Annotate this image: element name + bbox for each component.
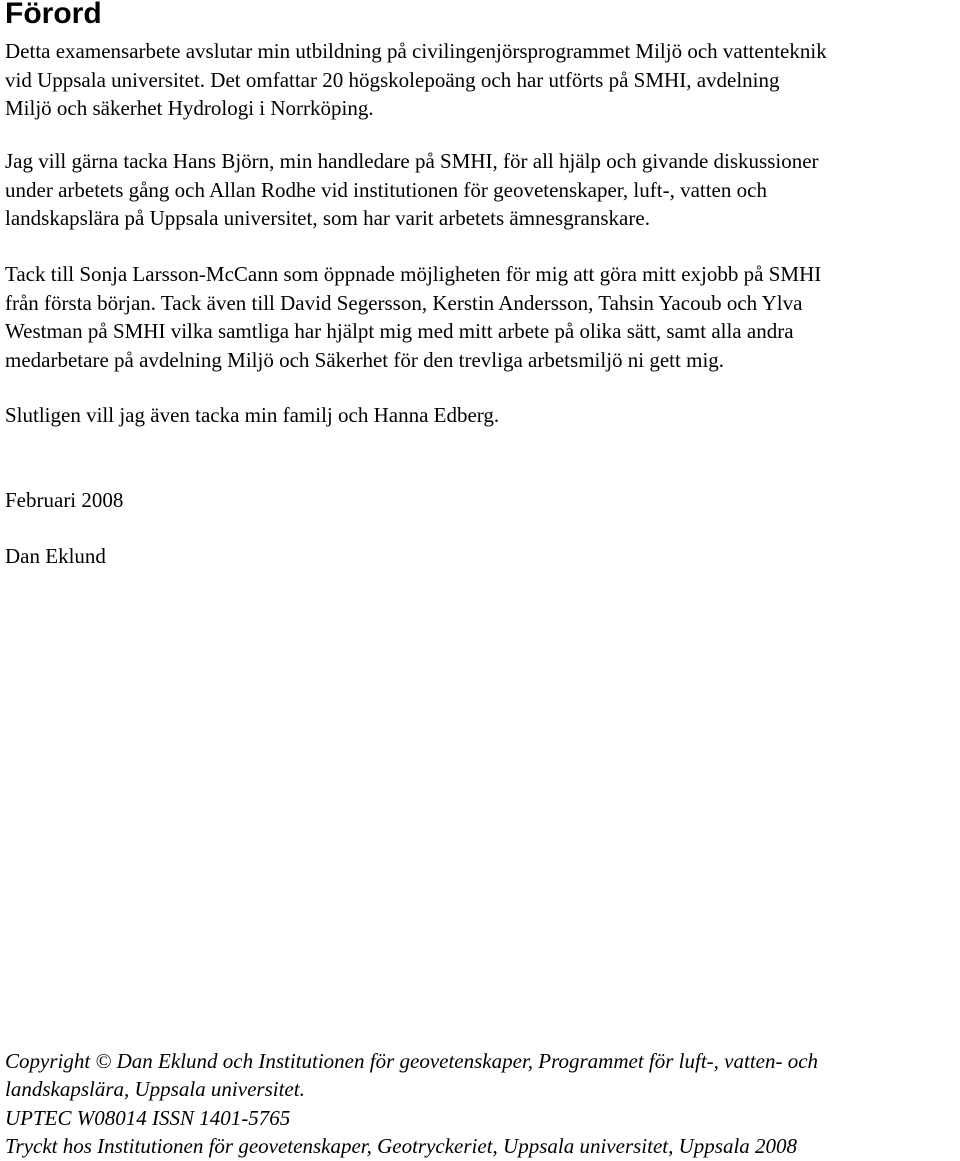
paragraph-thanks-supervisors: Jag vill gärna tacka Hans Björn, min handledare på SMHI, för all hjälp och givande diskussioner under arbetets gång och Allan Rodhe vid institutionen för geovetenskaper, luft-, vatten och landskapslära på Uppsala universitet, som har varit arbetets ämnesgranskare. <box>5 149 819 231</box>
copyright-line-1: Copyright © Dan Eklund och Institutionen för geovetenskaper, Programmet för luft-, vatten- och <box>5 1049 819 1073</box>
paragraph-intro: Detta examensarbete avslutar min utbildning på civilingenjörsprogrammet Miljö och vattenteknik vid Uppsala universitet. Det omfattar 20 högskolepoäng och har utförts på SMHI, avdelning Miljö och säkerhet Hydrologi i Norrköping. <box>5 39 827 121</box>
copyright-line-2: landskapslära, Uppsala universitet. <box>5 1077 305 1102</box>
paragraph-thanks-family: Slutligen vill jag även tacka min familj och Hanna Edberg. <box>5 403 500 427</box>
page-title: Förord <box>5 0 102 30</box>
document-page <box>5 0 957 1161</box>
document-date: Februari 2008 <box>5 488 124 512</box>
paragraph-thanks-colleagues: Tack till Sonja Larsson-McCann som öppnade möjligheten för mig att göra mitt exjobb på SMHI från första början. Tack även till David Segersson, Kerstin Andersson, Tahsin Yacoub och Ylva Westman på SMHI vilka samtliga har hjälpt mig med mitt arbete på olika sätt, samt alla andra medarbetare på avdelning Miljö och Säkerhet för den trevliga arbetsmiljö ni gett mig. <box>5 262 822 373</box>
printer-info: Tryckt hos Institutionen för geovetenskaper, Geotryckeriet, Uppsala universitet, Uppsala 2008 <box>5 1133 798 1158</box>
series-issn: UPTEC W08014 ISSN 1401-5765 <box>5 1105 291 1130</box>
author-name: Dan Eklund <box>5 544 106 568</box>
colophon <box>5 1047 818 1160</box>
